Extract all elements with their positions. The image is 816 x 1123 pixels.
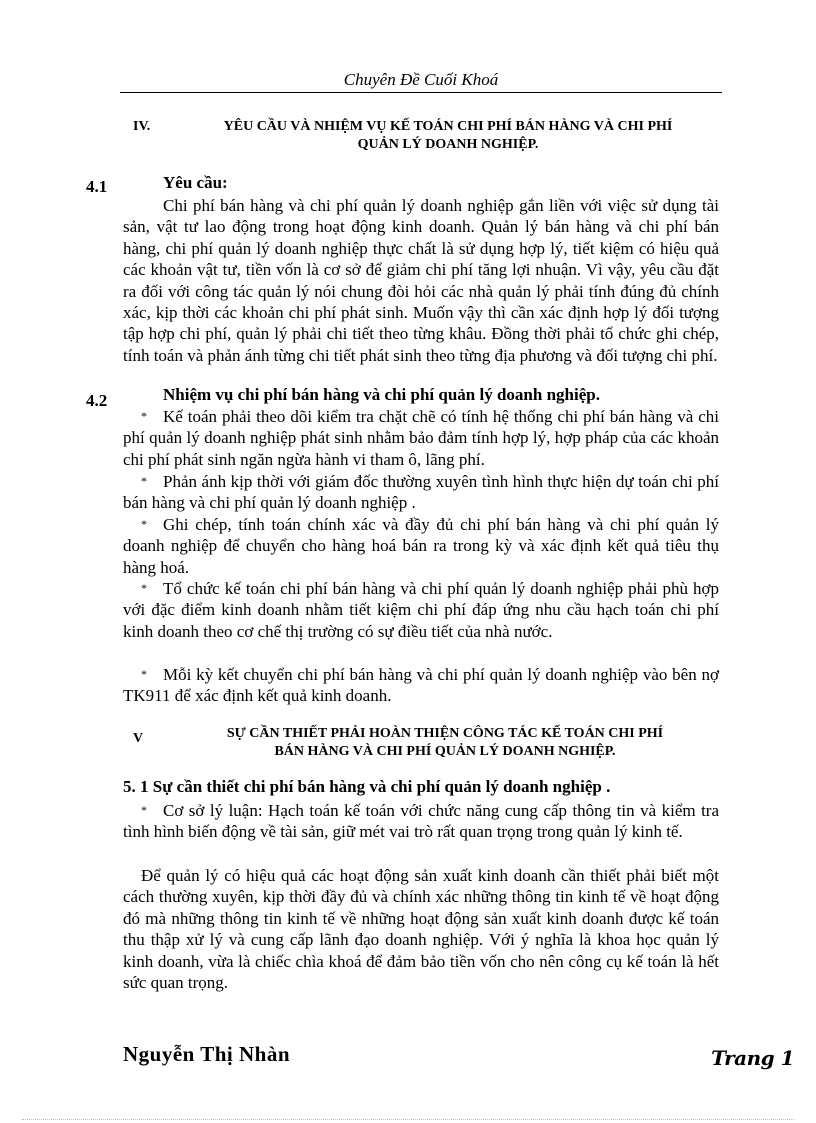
section-4-title-line1: YÊU CẦU VÀ NHIỆM VỤ KẾ TOÁN CHI PHÍ BÁN HÀNG VÀ CHI PHÍ [223, 119, 673, 134]
duty-item-3-text: Ghi chép, tính toán chính xác và đầy đủ chi phí bán hàng và chi phí quản lý doanh nghiệp để chuyển cho hàng hoá bán ra trong kỳ và xác định kết quả tiêu thụ hàng hoá. [123, 515, 719, 577]
subsection-4-2-heading: Nhiệm vụ chi phí bán hàng và chi phí quản lý doanh nghiệp. [163, 385, 600, 404]
subsection-4-2-number: 4.2 [86, 391, 108, 410]
section-5-number: V [133, 731, 144, 746]
rationale-item-1 [123, 800, 719, 843]
bullet-star-icon: * [141, 517, 147, 531]
rationale-item-1-text: Cơ sở lý luận: Hạch toán kế toán với chức năng cung cấp thông tin và kiểm tra tình hình biến động về tài sản, giữ mét vai trò rất quan trọng trong quản lý kinh tế. [123, 801, 719, 842]
section-5-title-line2: BÁN HÀNG VÀ CHI PHÍ QUẢN LÝ DOANH NGHIỆP. [274, 744, 616, 759]
page-number-label: Trang 1 [711, 1046, 794, 1070]
subsection-4-1-paragraph: Chi phí bán hàng và chi phí quản lý doanh nghiệp gắn liền với việc sử dụng tài sản, vật tư lao động trong hoạt động kinh doanh. Quản lý bán hàng và chi phí bán hàng, chi phí quản lý doanh nghiệp thực chất là sử dụng hợp lý, tiết kiệm có hiệu quả các khoản vật tư, tiền vốn là cơ sở để giảm chi phí tăng lợi nhuận. Vì vậy, yêu cầu đặt ra đối với công tác quản lý nói chung đòi hỏi các nhà quản lý phải tính đúng đủ chính xác, kịp thời các khoản chi phí phát sinh. Muốn vậy thì cần xác định hợp lý đối tượng tập hợp chi phí, quản lý phải chi tiết theo từng khâu. Đồng thời phải tổ chức ghi chép, tính toán và phản ánh từng chi tiết phát sinh theo từng địa phương và đối tượng chi phí. [123, 196, 719, 365]
bullet-star-icon: * [141, 409, 147, 423]
duty-item-2 [123, 471, 719, 514]
bullet-star-icon: * [141, 667, 147, 681]
duty-item-1 [123, 406, 719, 470]
duty-item-5 [123, 664, 719, 707]
section-4-number: IV. [133, 119, 151, 134]
section-4-title-line2: QUẢN LÝ DOANH NGHIỆP. [357, 137, 539, 152]
duty-item-3 [123, 514, 719, 578]
section-5-title [170, 725, 720, 761]
bullet-star-icon: * [141, 803, 147, 817]
footer-dotted-rule [22, 1119, 794, 1120]
duty-item-4-text: Tổ chức kế toán chi phí bán hàng và chi phí quản lý doanh nghiệp phải phù hợp với đặc điểm kinh doanh nhằm tiết kiệm chi phí đáp ứng nhu cầu hạch toán chi phí kinh doanh theo cơ chế thị trường có sự điều tiết của nhà nước. [123, 579, 719, 641]
subsection-4-1-heading: Yêu cầu: [163, 173, 228, 192]
subsection-5-1-heading: 5. 1 Sự cần thiết chi phí bán hàng và chi phí quản lý doanh nghiệp . [123, 777, 611, 796]
duty-item-5-text: Mỗi kỳ kết chuyển chi phí bán hàng và chi phí quản lý doanh nghiệp vào bên nợ TK911 để xác định kết quả kinh doanh. [123, 665, 719, 706]
section-5-title-line1: SỰ CẦN THIẾT PHẢI HOÀN THIỆN CÔNG TÁC KẾ TOÁN CHI PHÍ [226, 726, 664, 741]
duty-item-4 [123, 578, 719, 642]
running-header-title: Chuyên Đề Cuối Khoá [343, 70, 499, 89]
bullet-star-icon: * [141, 581, 147, 595]
duty-item-2-text: Phản ánh kịp thời với giám đốc thường xuyên tình hình thực hiện dự toán chi phí bán hàng và chi phí quản lý doanh nghiệp . [123, 472, 719, 513]
bullet-star-icon: * [141, 474, 147, 488]
rationale-paragraph: Để quản lý có hiệu quả các hoạt động sản xuất kinh doanh cần thiết phải biết một cách thường xuyên, kịp thời đầy đủ và chính xác những thông tin kinh tế về hoạt động đó mà những thông tin kinh tế về những hoạt động sản xuất kinh doanh được kế toán thu thập xử lý và cung cấp lãnh đạo doanh nghiệp. Với ý nghĩa là khoa học quản lý kinh doanh, vừa là chiếc chìa khoá để đảm bảo tiền vốn cho nên công cụ kế toán là hết sức quan trọng. [123, 866, 719, 993]
header-rule [120, 92, 722, 93]
author-name: Nguyễn Thị Nhàn [123, 1042, 291, 1066]
duty-item-1-text: Kế toán phải theo dõi kiểm tra chặt chẽ có tính hệ thống chi phí bán hàng và chi phí quản lý doanh nghiệp phát sinh nhằm bảo đảm tính hợp lý, hợp pháp của các khoản chi phí phát sinh ngăn ngừa hành vi tham ô, lãng phí. [123, 407, 719, 469]
section-4-title [168, 118, 728, 154]
subsection-4-1-number: 4.1 [86, 177, 108, 196]
